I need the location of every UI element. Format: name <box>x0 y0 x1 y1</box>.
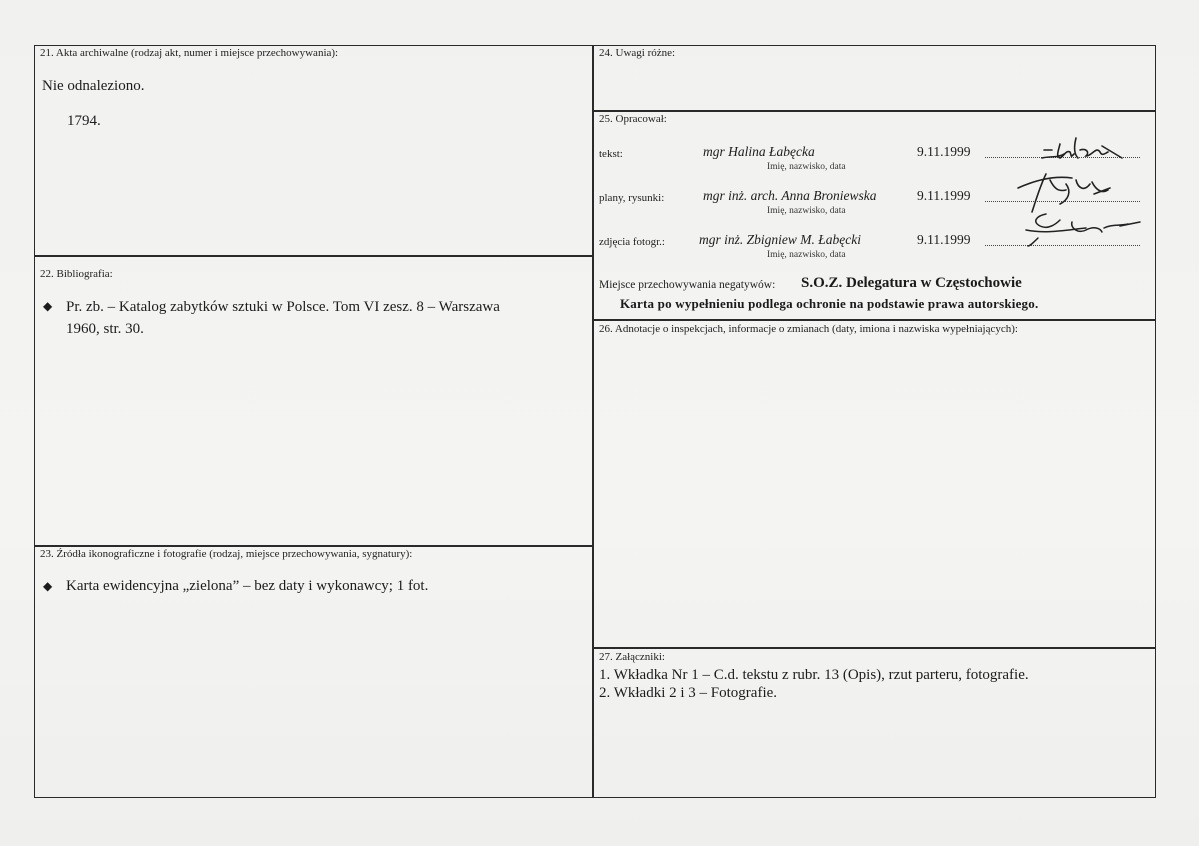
divider-25-26 <box>592 319 1156 321</box>
author-text-date: 9.11.1999 <box>917 144 971 159</box>
divider-24-25 <box>592 110 1156 112</box>
signature-1-icon <box>1030 132 1130 162</box>
author-photos-caption: Imię, nazwisko, data <box>767 250 846 260</box>
iconography-item: Karta ewidencyjna „zielona” – bez daty i wykonawcy; 1 fot. <box>66 578 429 594</box>
section-25-label: 25. Opracował: <box>599 113 667 125</box>
bullet-icon: ◆ <box>43 299 53 313</box>
author-text-name: mgr Halina Łabęcka <box>703 144 815 159</box>
author-drawings-caption: Imię, nazwisko, data <box>767 206 846 216</box>
author-drawings-name: mgr inż. arch. Anna Broniewska <box>703 188 877 203</box>
bibliography-line-2: 1960, str. 30. <box>66 321 144 337</box>
section-21-text: Nie odnaleziono. <box>42 78 145 94</box>
section-21-year: 1794. <box>67 113 101 129</box>
attachment-line-2: 2. Wkładki 2 i 3 – Fotografie. <box>599 685 778 701</box>
role-drawings-label: plany, rysunki: <box>599 192 665 204</box>
author-photos-name: mgr inż. Zbigniew M. Łabęcki <box>699 232 861 247</box>
section-21-label: 21. Akta archiwalne (rodzaj akt, numer i miejsce przechowywania): <box>40 47 339 59</box>
bullet-icon: ◆ <box>43 579 53 593</box>
section-22-label: 22. Bibliografia: <box>40 268 113 280</box>
author-text-caption: Imię, nazwisko, data <box>767 162 846 172</box>
negatives-label: Miejsce przechowywania negatywów: <box>599 279 776 291</box>
attachment-line-1: 1. Wkładka Nr 1 – C.d. tekstu z rubr. 13 (Opis), rzut parteru, fotografie. <box>599 667 1029 683</box>
signature-3-icon <box>1016 208 1144 248</box>
copyright-notice: Karta po wypełnieniu podlega ochronie na podstawie prawa autorskiego. <box>620 296 1039 311</box>
divider-26-27 <box>592 647 1156 649</box>
section-24-label: 24. Uwagi różne: <box>599 47 676 59</box>
bibliography-line-1: Pr. zb. – Katalog zabytków sztuki w Polsce. Tom VI zesz. 8 – Warszawa <box>66 299 500 315</box>
section-27-label: 27. Załączniki: <box>599 651 665 663</box>
negatives-value: S.O.Z. Delegatura w Częstochowie <box>801 275 1022 291</box>
section-26-label: 26. Adnotacje o inspekcjach, informacje o zmianach (daty, imiona i nazwiska wypełniających): <box>599 323 1018 335</box>
divider-21-22 <box>34 255 592 257</box>
author-photos-date: 9.11.1999 <box>917 232 971 247</box>
role-photos-label: zdjęcia fotogr.: <box>599 236 665 248</box>
author-drawings-date: 9.11.1999 <box>917 188 971 203</box>
divider-22-23 <box>34 545 592 547</box>
section-23-label: 23. Źródła ikonograficzne i fotografie (rodzaj, miejsce przechowywania, sygnatury): <box>40 548 413 560</box>
role-text-label: tekst: <box>599 148 623 160</box>
column-divider <box>592 45 594 798</box>
